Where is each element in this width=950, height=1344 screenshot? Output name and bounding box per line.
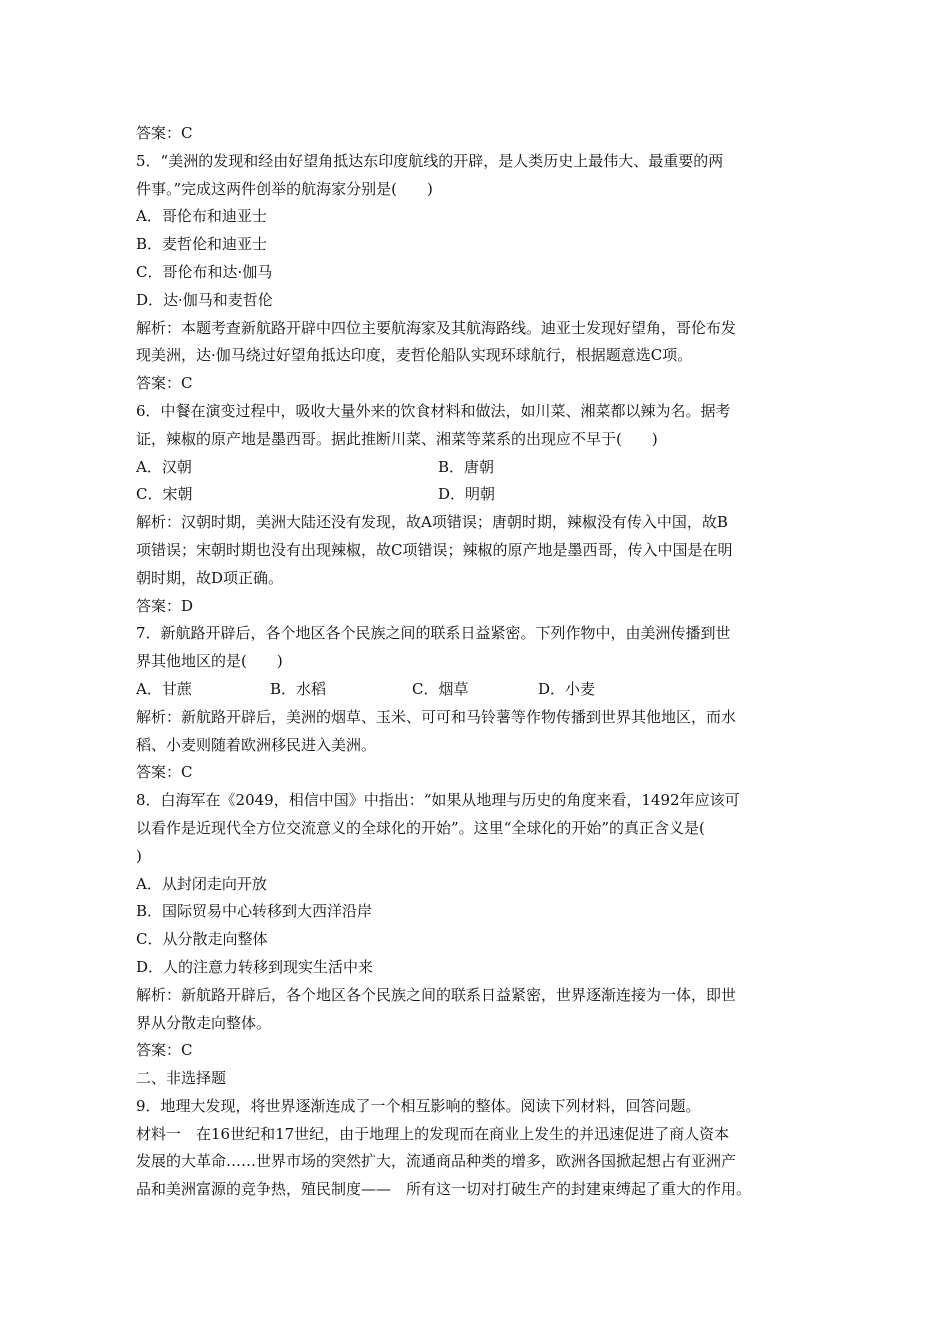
q8-stem-line-1: 8．白海军在《2049，相信中国》中指出：“如果从地理与历史的角度来看，1492年应该可: [136, 791, 740, 810]
question-9: [136, 1093, 816, 1204]
q7-analysis-line-2: 稻、小麦则随着欧洲移民进入美洲。: [136, 735, 377, 754]
q8-option-d: D．人的注意力转移到现实生活中来: [136, 957, 374, 976]
q8-stem-line-3: ): [136, 846, 142, 865]
q7-answer: 答案：C: [136, 763, 193, 782]
q6-analysis-line-3: 朝时期，故D项正确。: [136, 568, 284, 587]
q7-stem-line-2: 界其他地区的是( ): [136, 652, 283, 671]
q6-stem-line-2: 证，辣椒的原产地是墨西哥。据此推断川菜、湘菜等菜系的出现应不早于( ): [136, 429, 658, 448]
q5-analysis-line-2: 现美洲，达·伽马绕过好望角抵达印度，麦哲伦船队实现环球航行，根据题意选C项。: [136, 346, 693, 365]
q6-analysis-line-1: 解析：汉朝时期，美洲大陆还没有发现，故A项错误；唐朝时期，辣椒没有传入中国，故B: [136, 513, 728, 532]
question-8: [136, 787, 816, 1065]
q5-answer: 答案：C: [136, 374, 193, 393]
q7-analysis-line-1: 解析：新航路开辟后，美洲的烟草、玉米、可可和马铃薯等作物传播到世界其他地区，而水: [136, 707, 737, 726]
q5-stem-line-2: 件事。”完成这两件创举的航海家分别是( ): [136, 179, 433, 198]
q9-material-line-2: 发展的大革命……世界市场的突然扩大，流通商品种类的增多，欧洲各国掀起想占有亚洲产: [136, 1152, 737, 1171]
q8-stem-line-2: 以看作是近现代全方位交流意义的全球化的开始”。这里“全球化的开始”的真正含义是(: [136, 818, 705, 837]
q7-option-b: B．水稻: [270, 679, 327, 698]
q8-analysis-line-2: 界从分散走向整体。: [136, 1013, 272, 1032]
q8-option-c: C．从分散走向整体: [136, 930, 268, 949]
q6-options-row-2: [136, 481, 816, 509]
question-6: [136, 398, 816, 620]
q7-option-d: D．小麦: [538, 679, 596, 698]
q6-option-a: A．汉朝: [136, 457, 192, 476]
q6-answer: 答案：D: [136, 596, 194, 615]
q7-option-c: C．烟草: [412, 679, 469, 698]
q6-option-b: B．唐朝: [438, 457, 495, 476]
q8-option-b: B．国际贸易中心转移到大西洋沿岸: [136, 902, 373, 921]
question-7: [136, 620, 816, 787]
q6-option-c: C．宋朝: [136, 485, 193, 504]
q9-material-line-3: 品和美洲富源的竞争热，殖民制度—— 所有这一切对打破生产的封建束缚起了重大的作用。: [136, 1180, 752, 1199]
q4-answer: 答案：C: [136, 124, 193, 142]
q5-option-c: C．哥伦布和达·伽马: [136, 262, 273, 281]
q7-stem-line-1: 7．新航路开辟后，各个地区各个民族之间的联系日益紧密。下列作物中，由美洲传播到世: [136, 624, 731, 643]
section-heading: 二、非选择题: [136, 1069, 227, 1088]
q6-analysis-line-2: 项错误；宋朝时期也没有出现辣椒，故C项错误；辣椒的原产地是墨西哥，传入中国是在明: [136, 540, 733, 559]
q9-stem: 9．地理大发现，将世界逐渐连成了一个相互影响的整体。阅读下列材料，回答问题。: [136, 1096, 701, 1115]
question-5: [136, 148, 816, 398]
q5-option-d: D．达·伽马和麦哲伦: [136, 290, 273, 309]
q9-material-line-1: 材料一 在16世纪和17世纪，由于地理上的发现而在商业上发生的并迅速促进了商人资本: [136, 1124, 730, 1143]
q6-stem-line-1: 6．中餐在演变过程中，吸收大量外来的饮食材料和做法，如川菜、湘菜都以辣为名。据考: [136, 401, 731, 420]
q5-option-b: B．麦哲伦和迪亚士: [136, 235, 268, 254]
q6-option-d: D．明朝: [438, 485, 496, 504]
q5-option-a: A．哥伦布和迪亚士: [136, 207, 267, 226]
q8-analysis-line-1: 解析：新航路开辟后，各个地区各个民族之间的联系日益紧密，世界逐渐连接为一体，即世: [136, 985, 737, 1004]
q6-options-row-1: [136, 454, 816, 482]
document-page: [136, 120, 816, 1204]
q8-answer: 答案：C: [136, 1041, 193, 1060]
q5-stem-line-1: 5．“美洲的发现和经由好望角抵达东印度航线的开辟，是人类历史上最伟大、最重要的两: [136, 151, 724, 170]
q8-option-a: A．从封闭走向开放: [136, 874, 267, 893]
q7-options-row: [136, 676, 816, 704]
q7-option-a: A．甘蔗: [136, 679, 192, 698]
q5-analysis-line-1: 解析：本题考查新航路开辟中四位主要航海家及其航海路线。迪亚士发现好望角，哥伦布发: [136, 318, 737, 337]
